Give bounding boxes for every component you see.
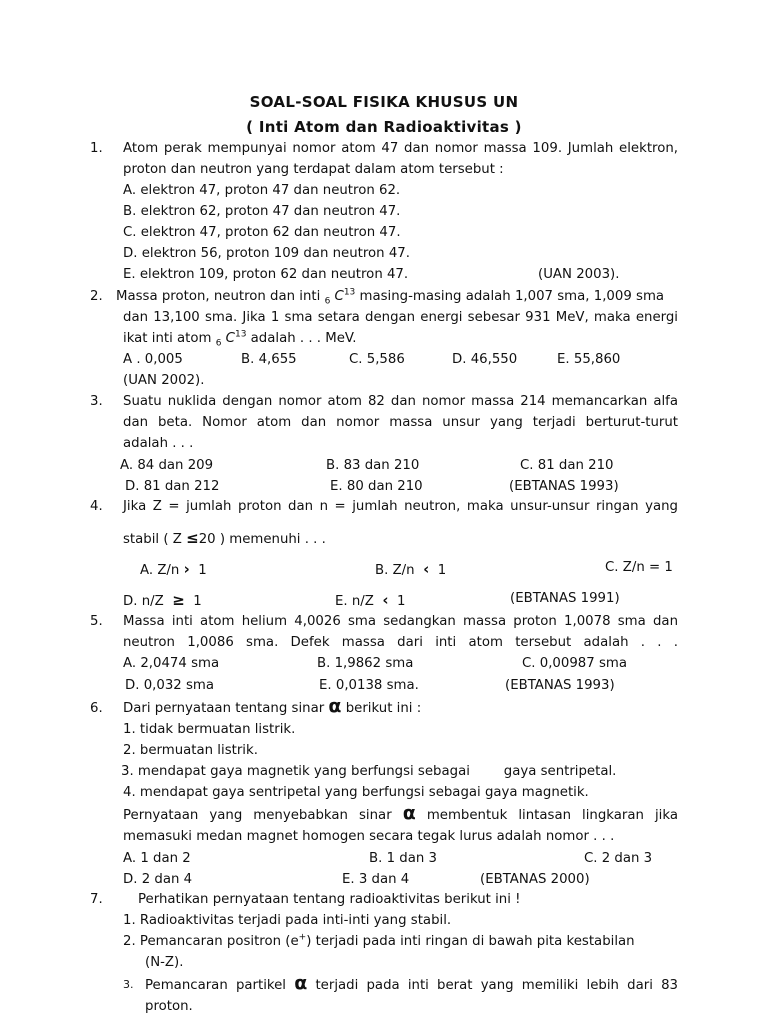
question-text: dan 13,100 sma. Jika 1 sma setara dengan energi sebesar 931 MeV, maka energi [123,310,678,325]
option-b: B. 83 dan 210 [326,458,420,473]
option-e: E. n/Z ‹ 1 [335,591,406,609]
mass-number: 13 [343,287,356,298]
statement-3: 3. mendapat gaya magnetik yang berfungsi sebagai gaya sentripetal. [121,764,617,779]
option-c: C. Z/n = 1 [605,560,673,575]
statement-3-number: 3. [123,978,134,991]
question-text: stabil ( Z ≤20 ) memenuhi . . . [123,529,326,547]
option-d: D. n/Z ≥ 1 [123,591,202,609]
page-title: SOAL-SOAL FISIKA KHUSUS UN [249,93,519,111]
option-c: C. 81 dan 210 [520,458,614,473]
question-text: Perhatikan pernyataan tentang radioaktivitas berikut ini ! [138,892,521,907]
alpha-symbol: α [402,802,416,824]
question-number: 6. [90,701,103,716]
option-a: A. 2,0474 sma [123,656,220,671]
option-e: E. elektron 109, proton 62 dan neutron 47. [123,267,409,282]
option-c: C. 2 dan 3 [584,851,653,866]
option-b: B. elektron 62, proton 47 dan neutron 47. [123,204,401,219]
question-text: dan beta. Nomor atom dan nomor massa unsur yang terjadi berturut-turut [123,415,678,430]
statement-3-cont: proton. [145,999,193,1014]
question-text: Dari pernyataan tentang sinar α berikut ini : [123,695,422,717]
question-number: 3. [90,394,103,409]
question-number: 7. [90,892,103,907]
option-d: D. 81 dan 212 [125,479,220,494]
option-d: D. elektron 56, proton 109 dan neutron 47. [123,246,410,261]
statement-2: 2. bermuatan listrik. [123,743,258,758]
option-a: A. Z/n › 1 [140,560,207,578]
question-number: 1. [90,141,103,156]
question-text: Massa proton, neutron dan inti $_6$ $C^{13}$ masing-masing adalah 1,007 sma, 1,009 sma [116,287,665,307]
question-text: adalah . . . [123,436,194,451]
option-b: B. 1,9862 sma [317,656,414,671]
question-number: 2. [90,289,103,304]
option-d: D. 0,032 sma [125,678,215,693]
option-b: B. 4,655 [241,352,297,367]
option-a: A. elektron 47, proton 47 dan neutron 62. [123,183,401,198]
question-text: Atom perak mempunyai nomor atom 47 dan nomor massa 109. Jumlah elektron, [123,141,678,156]
question-text: Jika Z = jumlah proton dan n = jumlah neutron, maka unsur-unsur ringan yang [123,499,678,514]
question-text: memasuki medan magnet homogen secara tegak lurus adalah nomor . . . [123,829,615,844]
question-text: ikat inti atom $_6$ $C^{13}$ adalah . . . MeV. [123,329,357,349]
question-text: neutron 1,0086 sma. Defek massa dari inti atom tersebut adalah . . . [123,635,678,650]
option-d: D. 2 dan 4 [123,872,193,887]
greater-than-symbol: › [183,560,190,578]
option-b: B. 1 dan 3 [369,851,437,866]
question-text: Pernyataan yang menyebabkan sinar α membentuk lintasan lingkaran jika [123,802,678,824]
option-a: A . 0,005 [123,352,183,367]
page-subtitle: ( Inti Atom dan Radioaktivitas ) [246,118,522,136]
question-text: Massa inti atom helium 4,0026 sma sedangkan massa proton 1,0078 sma dan [123,614,678,629]
alpha-symbol: α [294,972,308,994]
exam-source: (EBTANAS 1993) [505,678,615,693]
greater-equal-symbol: ≥ [172,591,185,609]
option-e: E. 0,0138 sma. [319,678,419,693]
question-number: 5. [90,614,103,629]
exam-source: (EBTANAS 1991) [510,591,620,606]
question-number: 4. [90,499,103,514]
option-c: C. 0,00987 sma [522,656,627,671]
atomic-number: 6 [324,296,331,307]
statement-1: 1. Radioaktivitas terjadi pada inti-inti yang stabil. [123,913,452,928]
statement-4: 4. mendapat gaya sentripetal yang berfungsi sebagai gaya magnetik. [123,785,589,800]
option-a: A. 84 dan 209 [120,458,214,473]
option-b: B. Z/n ‹ 1 [375,560,447,578]
question-text: proton dan neutron yang terdapat dalam atom tersebut : [123,162,504,177]
statement-1: 1. tidak bermuatan listrik. [123,722,296,737]
option-e: E. 55,860 [557,352,621,367]
exam-source: (EBTANAS 1993) [509,479,619,494]
option-c: C. 5,586 [349,352,405,367]
exam-source: (EBTANAS 2000) [480,872,590,887]
option-e: E. 80 dan 210 [330,479,423,494]
alpha-symbol: α [328,695,342,717]
statement-2: 2. Pemancaran positron (e+) terjadi pada inti ringan di bawah pita kestabilan [123,932,635,949]
less-than-symbol: ‹ [423,560,430,578]
statement-2-cont: (N-Z). [145,955,184,970]
question-text: Suatu nuklida dengan nomor atom 82 dan nomor massa 214 memancarkan alfa [123,394,678,409]
less-equal-symbol: ≤ [186,529,199,547]
option-a: A. 1 dan 2 [123,851,191,866]
exam-source: (UAN 2003). [538,267,620,282]
option-d: D. 46,550 [452,352,518,367]
statement-3: Pemancaran partikel α terjadi pada inti berat yang memiliki lebih dari 83 [145,972,678,994]
exam-source: (UAN 2002). [123,373,205,388]
option-c: C. elektron 47, proton 62 dan neutron 47. [123,225,401,240]
option-e: E. 3 dan 4 [342,872,410,887]
less-than-symbol: ‹ [382,591,389,609]
